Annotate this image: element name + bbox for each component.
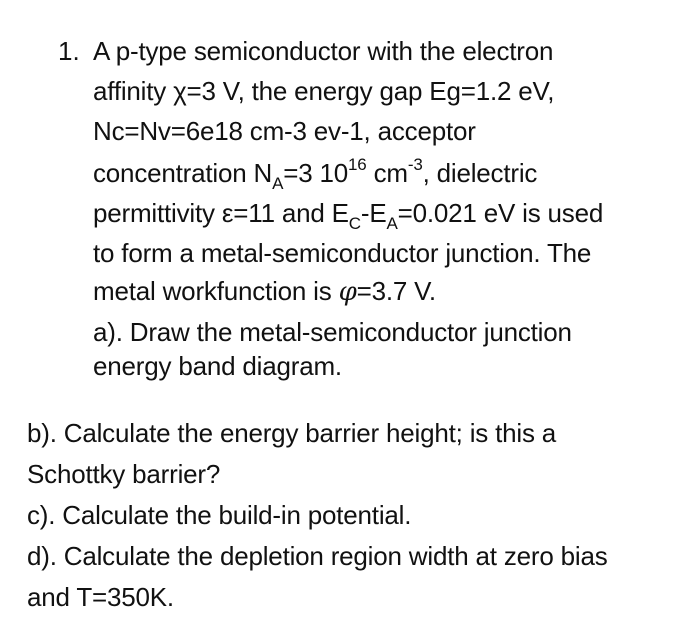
junction-line: to form a metal-semiconductor junction. The: [93, 238, 592, 268]
part-d-line-2: and T=350K.: [27, 582, 174, 612]
concentration-value: =3 10: [283, 158, 349, 188]
part-a-line-2: energy band diagram.: [93, 351, 342, 381]
concentration-suffix: , dielectric: [422, 158, 538, 188]
problem-statement-line-2: affinity χ=3 V, the energy gap Eg=1.2 eV,: [93, 76, 555, 106]
part-b-line-1: b). Calculate the energy barrier height; is this a: [27, 418, 557, 448]
concentration-line: [93, 155, 538, 194]
phi-symbol: φ: [338, 277, 357, 307]
concentration-prefix: concentration N: [93, 158, 273, 188]
permittivity-dash: -E: [360, 198, 387, 228]
workfunction-prefix: metal workfunction is: [93, 276, 339, 306]
problem-statement-line-1: A p-type semiconductor with the electron: [93, 36, 554, 66]
acceptor-level-subscript: A: [386, 214, 398, 234]
permittivity-line: [93, 198, 604, 234]
part-b-line-2: Schottky barrier?: [27, 459, 221, 489]
acceptor-subscript: A: [272, 174, 284, 194]
conduction-subscript: C: [348, 214, 361, 234]
concentration-unit: cm: [366, 158, 408, 188]
permittivity-suffix: =0.021 eV is used: [397, 198, 604, 228]
permittivity-prefix: permittivity ε=11 and E: [93, 198, 349, 228]
workfunction-value: =3.7 V.: [356, 276, 436, 306]
workfunction-line: [93, 276, 436, 307]
concentration-exponent: 16: [348, 155, 367, 175]
problem-statement-line-3: Nc=Nv=6e18 cm-3 ev-1, acceptor: [93, 116, 476, 146]
part-a-line-1: a). Draw the metal-semiconductor junction: [93, 317, 572, 347]
part-c-line: c). Calculate the build-in potential.: [27, 500, 412, 530]
problem-number: 1.: [58, 36, 80, 66]
unit-exponent: -3: [407, 155, 423, 175]
part-d-line-1: d). Calculate the depletion region width at zero bias: [27, 541, 608, 571]
